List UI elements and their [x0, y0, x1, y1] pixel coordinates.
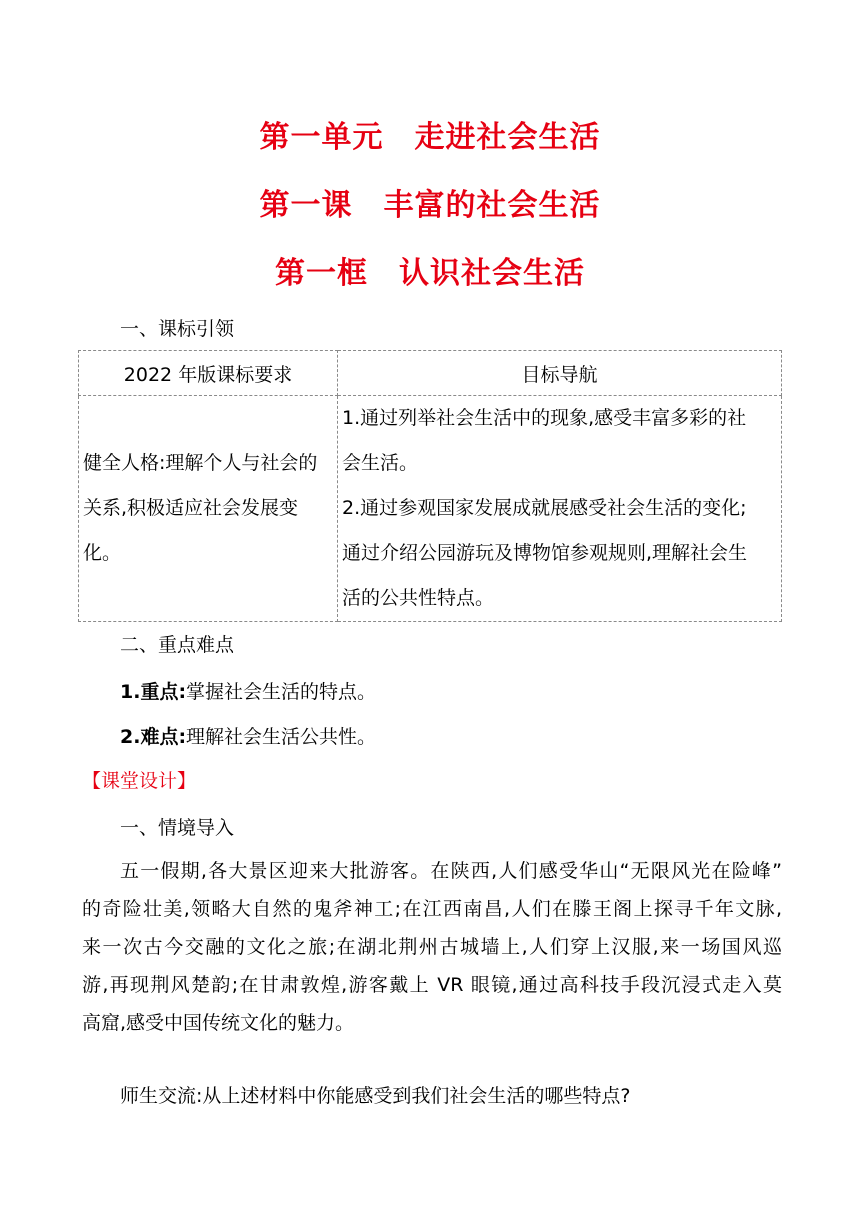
paragraph-line: 游,再现荆风楚韵;在甘肃敦煌,游客戴上 VR 眼镜,通过高科技手段沉浸式走入莫	[82, 974, 782, 996]
table-header-cell: 目标导航	[338, 351, 782, 396]
paragraph-line: 五一假期,各大景区迎来大批游客。在陕西,人们感受华山“无限风光在险峰”	[120, 860, 782, 882]
table-header-cell: 2022 年版课标要求	[79, 351, 338, 396]
cell-line: 通过介绍公园游玩及博物馆参观规则,理解社会生	[342, 542, 748, 564]
paragraph-line: 高窟,感受中国传统文化的魅力。	[82, 1012, 355, 1034]
classroom-design-label: 【课堂设计】	[82, 770, 197, 792]
difficulty-item	[120, 722, 376, 752]
unit-title: 第一单元 走进社会生活	[259, 120, 601, 155]
discussion-question: 师生交流:从上述材料中你能感受到我们社会生活的哪些特点?	[120, 1085, 631, 1107]
difficulty-label: 2.难点:	[120, 726, 187, 748]
cell-line: 会生活。	[342, 452, 419, 474]
cell-line: 活的公共性特点。	[342, 587, 495, 609]
key-point-text: 掌握社会生活的特点。	[186, 681, 377, 703]
section-heading-standards: 一、课标引领	[120, 318, 235, 340]
table-header-row	[79, 351, 782, 396]
intro-paragraph	[82, 852, 782, 1042]
cell-line: 关系,积极适应社会发展变	[83, 497, 299, 519]
table-row	[79, 396, 782, 622]
cell-line: 化。	[83, 542, 122, 564]
difficulty-text: 理解社会生活公共性。	[186, 726, 377, 748]
key-point-label: 1.重点:	[120, 681, 187, 703]
paragraph-line: 的奇险壮美,领略大自然的鬼斧神工;在江西南昌,人们在滕王阁上探寻千年文脉,	[82, 898, 782, 920]
standards-table	[78, 350, 782, 622]
cell-line: 2.通过参观国家发展成就展感受社会生活的变化;	[342, 497, 747, 519]
key-point-item	[120, 677, 376, 707]
lesson-title: 第一课 丰富的社会生活	[259, 188, 601, 223]
cell-line: 健全人格:理解个人与社会的	[83, 452, 318, 474]
frame-title: 第一框 认识社会生活	[275, 256, 585, 291]
table-cell-goals	[338, 396, 782, 622]
cell-line: 1.通过列举社会生活中的现象,感受丰富多彩的社	[342, 407, 747, 429]
section-heading-key-points: 二、重点难点	[120, 634, 235, 656]
table-cell-requirement	[79, 396, 338, 622]
paragraph-line: 来一次古今交融的文化之旅;在湖北荆州古城墙上,人们穿上汉服,来一场国风巡	[82, 936, 782, 958]
section-heading-intro: 一、情境导入	[120, 817, 235, 839]
